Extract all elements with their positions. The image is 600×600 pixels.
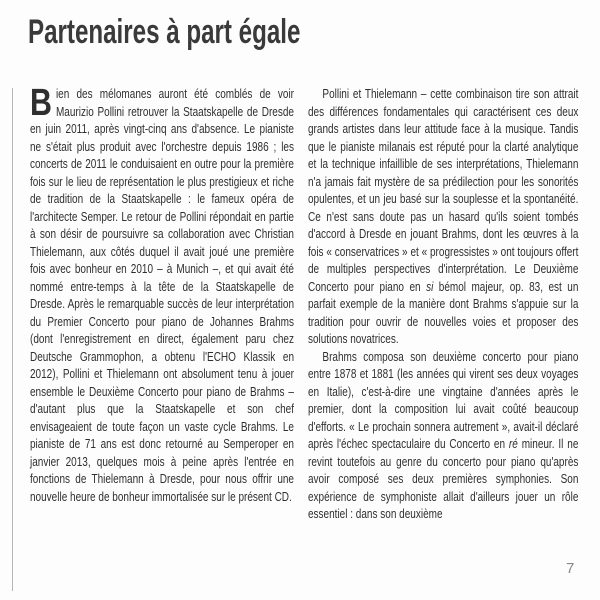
left-paragraph — [30, 82, 295, 506]
right-paragraph-2-pre: Brahms composa son deuxième concerto pour piano entre 1878 et 1881 (les années qui virent ses deux voyages en Italie), c'est-à-dire une vingtaine d'années après le premier, dont la composition lui avait coûté beaucoup d'efforts. « Le prochain sonnera autrement », avait-il déclaré après l'échec spectaculaire du Concerto en — [308, 349, 579, 451]
right-paragraph-1-post: bémol majeur, op. 83, est un parfait exemple de la manière dont Brahms s'appuie sur la tradition pour ouvrir de nouvelles voies et proposer des solutions novatrices. — [308, 279, 579, 346]
right-paragraph-2-italic: ré — [508, 437, 518, 451]
right-paragraph-1-italic: si — [426, 279, 434, 294]
left-column — [30, 82, 295, 506]
right-paragraph-1-pre: Pollini et Thielemann – cette combinaison tire son attrait des différences fondamentales qui caractérisent ces deux grands artistes dans leur attitude face à la musique. Tandis que le pianiste milanais est réputé pour la clarté analytique et la technique infaillible de ses interprétations, Thielemann n'a jamais fait mystère de sa prédilection pour les sonorités opulentes, et un jeu basé sur la souplesse et la spontanéité. Ce n'est sans doute pas un hasard qu'ils soient tombés d'accord à Dresde en jouant Brahms, dont les œuvres à la fois « conservatrices » et « progressistes » ont toujours offert de multiples perspectives d'interprétation. Le Deuxième Concerto pour piano en — [308, 87, 579, 294]
left-paragraph-text: ien des mélomanes auront été comblés de voir Maurizio Pollini retrouver la Staatskapelle de Dresde en juin 2011, après vingt-cinq ans d'absence. Le pianiste ne s'était plus produit avec l'orchestre depuis 1986 ; les concerts de 2011 le conduisaient en outre pour la première fois sur le lieu de représentation le plus prestigieux et riche de tradition de la Staatskapelle : le fameux opéra de l'architecte Semper. Le retour de Pollini répondait en partie à son désir de poursuivre sa collaboration avec Christian Thielemann, aux côtés duquel il avait joué une première fois avec bonheur en 2010 – à Munich –, et qui avait été nommé entre-temps à la tête de la Staatskapelle de Dresde. Après le remarquable succès de leur interprétation du Premier Concerto pour piano de Johannes Brahms (dont l'enregistrement en direct, également paru chez Deutsche Grammophon, a obtenu l'ECHO Klassik en 2012), Pollini et Thielemann ont absolument tenu à jouer ensemble le Deuxième Concerto pour piano de Brahms – d'autant plus que la Staatskapelle et son chef envisageaient de toute façon un vaste cycle Brahms. Le pianiste de 71 ans est donc retourné au Semperoper en janvier 2013, quelques mois à peine après l'entrée en fonctions de Thielemann à Dresde, pour nous offrir une nouvelle heure de bonheur immortalisée sur le présent CD. — [30, 87, 295, 504]
right-paragraph-1 — [308, 86, 578, 349]
right-paragraph-2-post: mineur. Il ne revint toutefois au genre du concerto pour piano qu'après avoir composé ses deux premières symphonies. Son expérience de symphoniste allait d'ailleurs jouer un rôle essentiel : dans son deuxième — [308, 437, 579, 521]
right-column — [308, 86, 578, 524]
page-title-text: Partenaires à part égale — [28, 13, 301, 51]
page-number: 7 — [566, 560, 575, 577]
left-margin-rule — [12, 88, 13, 591]
right-paragraph-2 — [308, 349, 578, 524]
page-title — [28, 13, 412, 52]
dropcap: B — [30, 82, 52, 124]
